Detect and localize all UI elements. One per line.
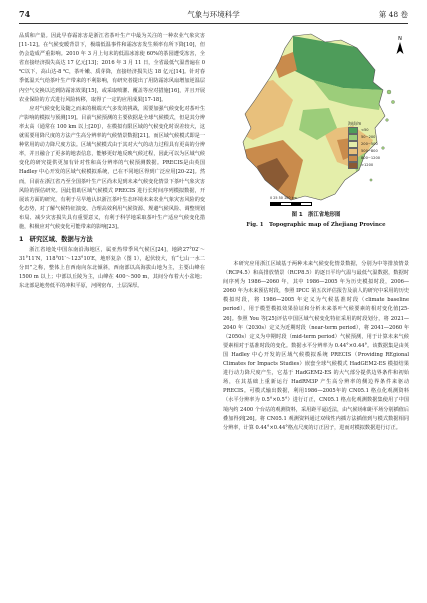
figure-caption-en: Fig. 1 Topographic map of Zhejiang Province	[246, 222, 386, 228]
legend-swatch	[348, 127, 358, 134]
legend-label: >1200	[361, 163, 374, 167]
header-rule	[19, 23, 408, 24]
legend-label: 200~500	[361, 142, 378, 146]
paragraph: 浙江省地处中国东南沿海地区，属亚热带季风气候区[24]，地跨27°02′～31°11′N，118°01′～123°10′E，地形复杂（图 1），起伏较大，有“七山一水二分田”之称，整体上自西南向东北倾斜，西南部以高海拔山地为主，主要山峰在 1500 m 以上；中部以丘陵为主，山峰在 400～500 m，其间分布着大小盆地；东北部是地势低平的冲积平原，河网密布，土层深厚。	[19, 247, 205, 290]
north-arrow-icon	[394, 34, 406, 56]
svg-text:N: N	[398, 36, 402, 42]
map-legend	[348, 120, 402, 169]
legend-item	[348, 134, 402, 141]
journal-name: 气象与环境科学	[187, 10, 240, 19]
legend-swatch	[348, 155, 358, 162]
legend-item	[348, 148, 402, 155]
legend-item	[348, 155, 402, 162]
volume-label: 第 48 卷	[378, 10, 408, 19]
legend-title: 海拔/m	[348, 121, 362, 126]
paragraph: 本研究应用浙江区域基于两种未来气候变化情景数据，分别为中等排放情景（RCP4.5）和高排放情景（RCP8.5）的逐日平均气温与最低气温数据，数据时间序列为 1986—2060 年，其中 1986—2005 年为历史模拟时段，2006—2060 年为未来预估时段，参照 IPCC 第五次评估报告及前人的研究中采用的历史模拟时段，将 1986—2005 年定义为气候基准时段（climate baseline period），用于模型模拟效果验证和分析未来茶叶气候要素的相对变化值[25-26]。参照 You 等[25]评估中国区域气候变化特征采用的时段划分，将 2021—2040 年（2030s）定义为近期时段（near-term period），将 2041—2060 年（2050s）定义为中期时段（mid-term period）气候预测，用于计算未来气候要素相对于基准时段的变化。数据水平分辨率为 0.44°×0.44°。该数据集是由英国 Hadley 中心开发的区域气候模拟系统 PRECIS（Providing REgional Climates for Impacts Studies）嵌套全球气候模式 HadGEM2-ES 模拟结果进行动力降尺度产生，它基于 HadGEM2-ES 的大气部分提供边界条件和初始场，在其基础上重新运行 HadRM3P 产生高分辨率的侧边界条件来驱动 PRECIS。可模式输出数据，利用1986—2005年的 CN05.1 格点化观测资料（水平分辨率为 0.5°×0.5°）进行订正，CN05.1 格点化观测数据集使用了中国境内约 2400 个台站的观测资料，采用距平逼近法，由气候场和距平场分别插值后叠加得到[26]。将 CN05.1 观测资料通过双线性内插方法插值到与模式数据相同分辨率，计算 0.44°×0.44°格点尺度的订正因子，进而对模拟数据进行订正。	[223, 261, 409, 431]
section-heading: 1 研究区域、数据与方法	[19, 236, 93, 244]
scale-bar	[270, 196, 330, 206]
scale-bar-graphic	[270, 202, 312, 206]
legend-swatch	[348, 148, 358, 155]
legend-label: 800~1200	[361, 156, 381, 160]
legend-swatch	[348, 134, 358, 141]
scale-label: 0 25 50 100 km	[270, 196, 297, 200]
legend-label: <50	[361, 128, 369, 132]
legend-item	[348, 127, 402, 134]
zhejiang-map	[233, 30, 403, 208]
page-number: 74	[19, 9, 31, 19]
legend-label: 50~200	[361, 135, 376, 139]
legend-label: 500~800	[361, 149, 378, 153]
legend-swatch	[348, 141, 358, 148]
legend-item	[348, 162, 402, 169]
legend-item	[348, 141, 402, 148]
figure-caption-cn: 图 1 浙江省地形图	[291, 212, 341, 218]
paragraph: 品质和产量。因此早春霜冻害是浙江省茶叶生产中最为关注的一种农业气象灾害[11-12]。在气候变暖背景下，极端低温事件和霜冻害发生频率有所下降[10]，但仍会造成严重影响。2010 年 3 月上旬末的低温冰冻使 60%的茶园遭受冻害，全省直接经济损失高达 17 亿元[13]；2016 年 3 月 11 日，全省最低气温普遍在 0 ℃以下，高山达-8 ℃，茶叶嫩、质芽降，直接经济损失达 18 亿元[14]。针对春季低温天气给茶叶生产带来的不利影响，有研究者提出了用防霜冻风扇增加逆温层内空气交换以达到防霜冻效果[15]，或采取喷灌、覆盖等应对措施[16]，并且开展农业保险的方式进行风险转移，取得了一定的应用成果[17-18]。	[19, 33, 205, 103]
paragraph: 应对气候变化及随之而来的极端天气多发的挑战，需要加强气候变化对茶叶生产影响的模拟与预测[19]。目前气候预测的主要依据是全球气候模式，但是其分辨率太高（通常在 100 km 以上[20]），在模拟有限区域的气候变化时误差较大，这就需要用降尺度的方法产生高分辨率的气候情景数据[21]。而区域气候模式即是一种常用的动力降尺度方法。区域气候模式由于其对大气的动力过程具有更高的分辨率，并且融合了更多的地表信息，能够更好地反映气候过程，因此可以为区域气候变化的研究提供更加有针对性和高分辨率的气候预测数据。PRECIS是由英国 Hadley 中心开发的区域气候模拟系统，已在不同地区得到广泛应用[20-22]。然而，目前在浙江省乃至全国茶叶生产区尚未见到未来气候变化情景下茶叶气象灾害风险的预估研究。因此借助区域气候模式 PRECIS 进行长时间序列模拟数据，开展该方面的研究，有利于尽早地认识浙江茶叶生态环境未来农业气象灾害风险的变化态势，对了解气候特征演变、合理高效利用气候资源、规避气候风险、调整规划布局、减少灾害损失具有重要意义，有利于科学地采取茶叶生产适应气候变化措施，积极应对气候变化可能带来的影响[23]。	[19, 105, 205, 230]
page-header	[19, 8, 408, 21]
legend-swatch	[348, 162, 358, 169]
right-column	[223, 260, 409, 433]
left-column	[19, 32, 205, 292]
